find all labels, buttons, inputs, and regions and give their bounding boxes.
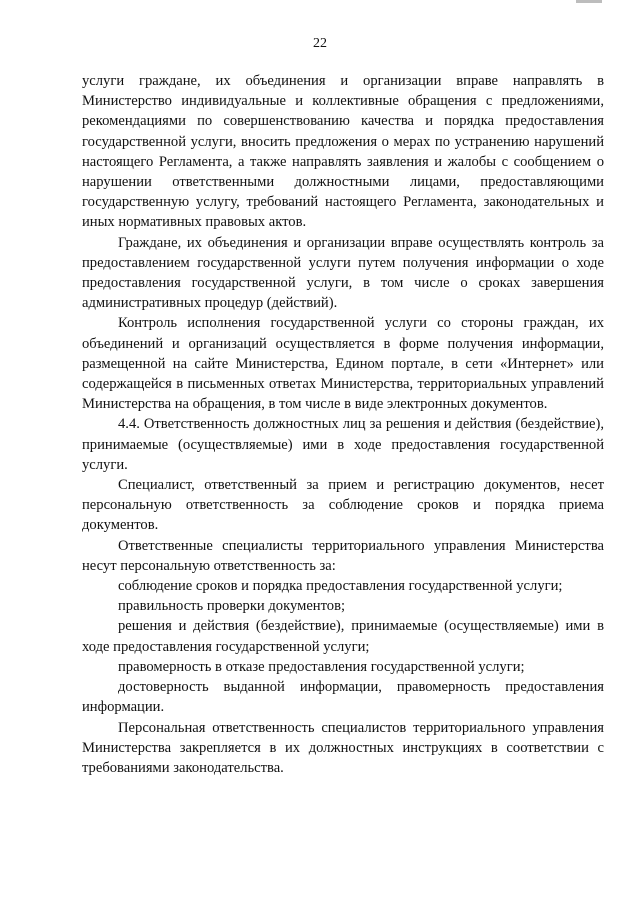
list-item: правильность проверки документов; xyxy=(118,598,346,615)
list-item: достоверность выданной информации, правомерность предоставления информации. xyxy=(82,679,604,716)
list-item: соблюдение сроков и порядка предоставления государственной услуги; xyxy=(118,578,563,595)
paragraph: Специалист, ответственный за прием и регистрацию документов, несет персональную ответственность за соблюдение сроков и порядка приема документов. xyxy=(82,477,604,534)
paragraph: Ответственные специалисты территориального управления Министерства несут персональную ответственность за: xyxy=(82,537,604,574)
document-body xyxy=(82,71,604,778)
paragraph: Персональная ответственность специалистов территориального управления Министерства закрепляется в их должностных инструкциях в соответствии с требованиями законодательства. xyxy=(82,719,604,776)
page-number: 22 xyxy=(313,36,327,51)
section-heading-paragraph: 4.4. Ответственность должностных лиц за решения и действия (бездействие), принимаемые (осуществляемые) ими в ходе предоставления государственной услуги. xyxy=(82,416,604,473)
paragraph: Граждане, их объединения и организации вправе осуществлять контроль за предоставлением государственной услуги путем получения информации о ходе предоставления государственной услуги, в том числе о сроках завершения административных процедур (действий). xyxy=(82,234,604,312)
list-item: решения и действия (бездействие), принимаемые (осуществляемые) ими в ходе предоставления государственной услуги; xyxy=(82,618,604,655)
paragraph-continuation: услуги граждане, их объединения и организации вправе направлять в Министерство индивидуальные и коллективные обращения с предложениями, рекомендациями по совершенствованию качества и порядка предоставления государственной услуги, вносить предложения о мерах по устранению нарушений настоящего Регламента, а также направлять заявления и жалобы с сообщением о нарушении ответственными должностными лицами, предоставляющими государственную услугу, требований настоящего Регламента, законодательных и иных нормативных правовых актов. xyxy=(82,73,604,231)
paragraph: Контроль исполнения государственной услуги со стороны граждан, их объединений и организаций осуществляется в форме получения информации, размещенной на сайте Министерства, Едином портале, в сети «Интернет» или содержащейся в письменных ответах Министерства, территориальных управлений Министерства на обращения, в том числе в виде электронных документов. xyxy=(82,315,604,413)
list-item: правомерность в отказе предоставления государственной услуги; xyxy=(118,658,525,675)
scan-corner-mark xyxy=(576,0,602,3)
